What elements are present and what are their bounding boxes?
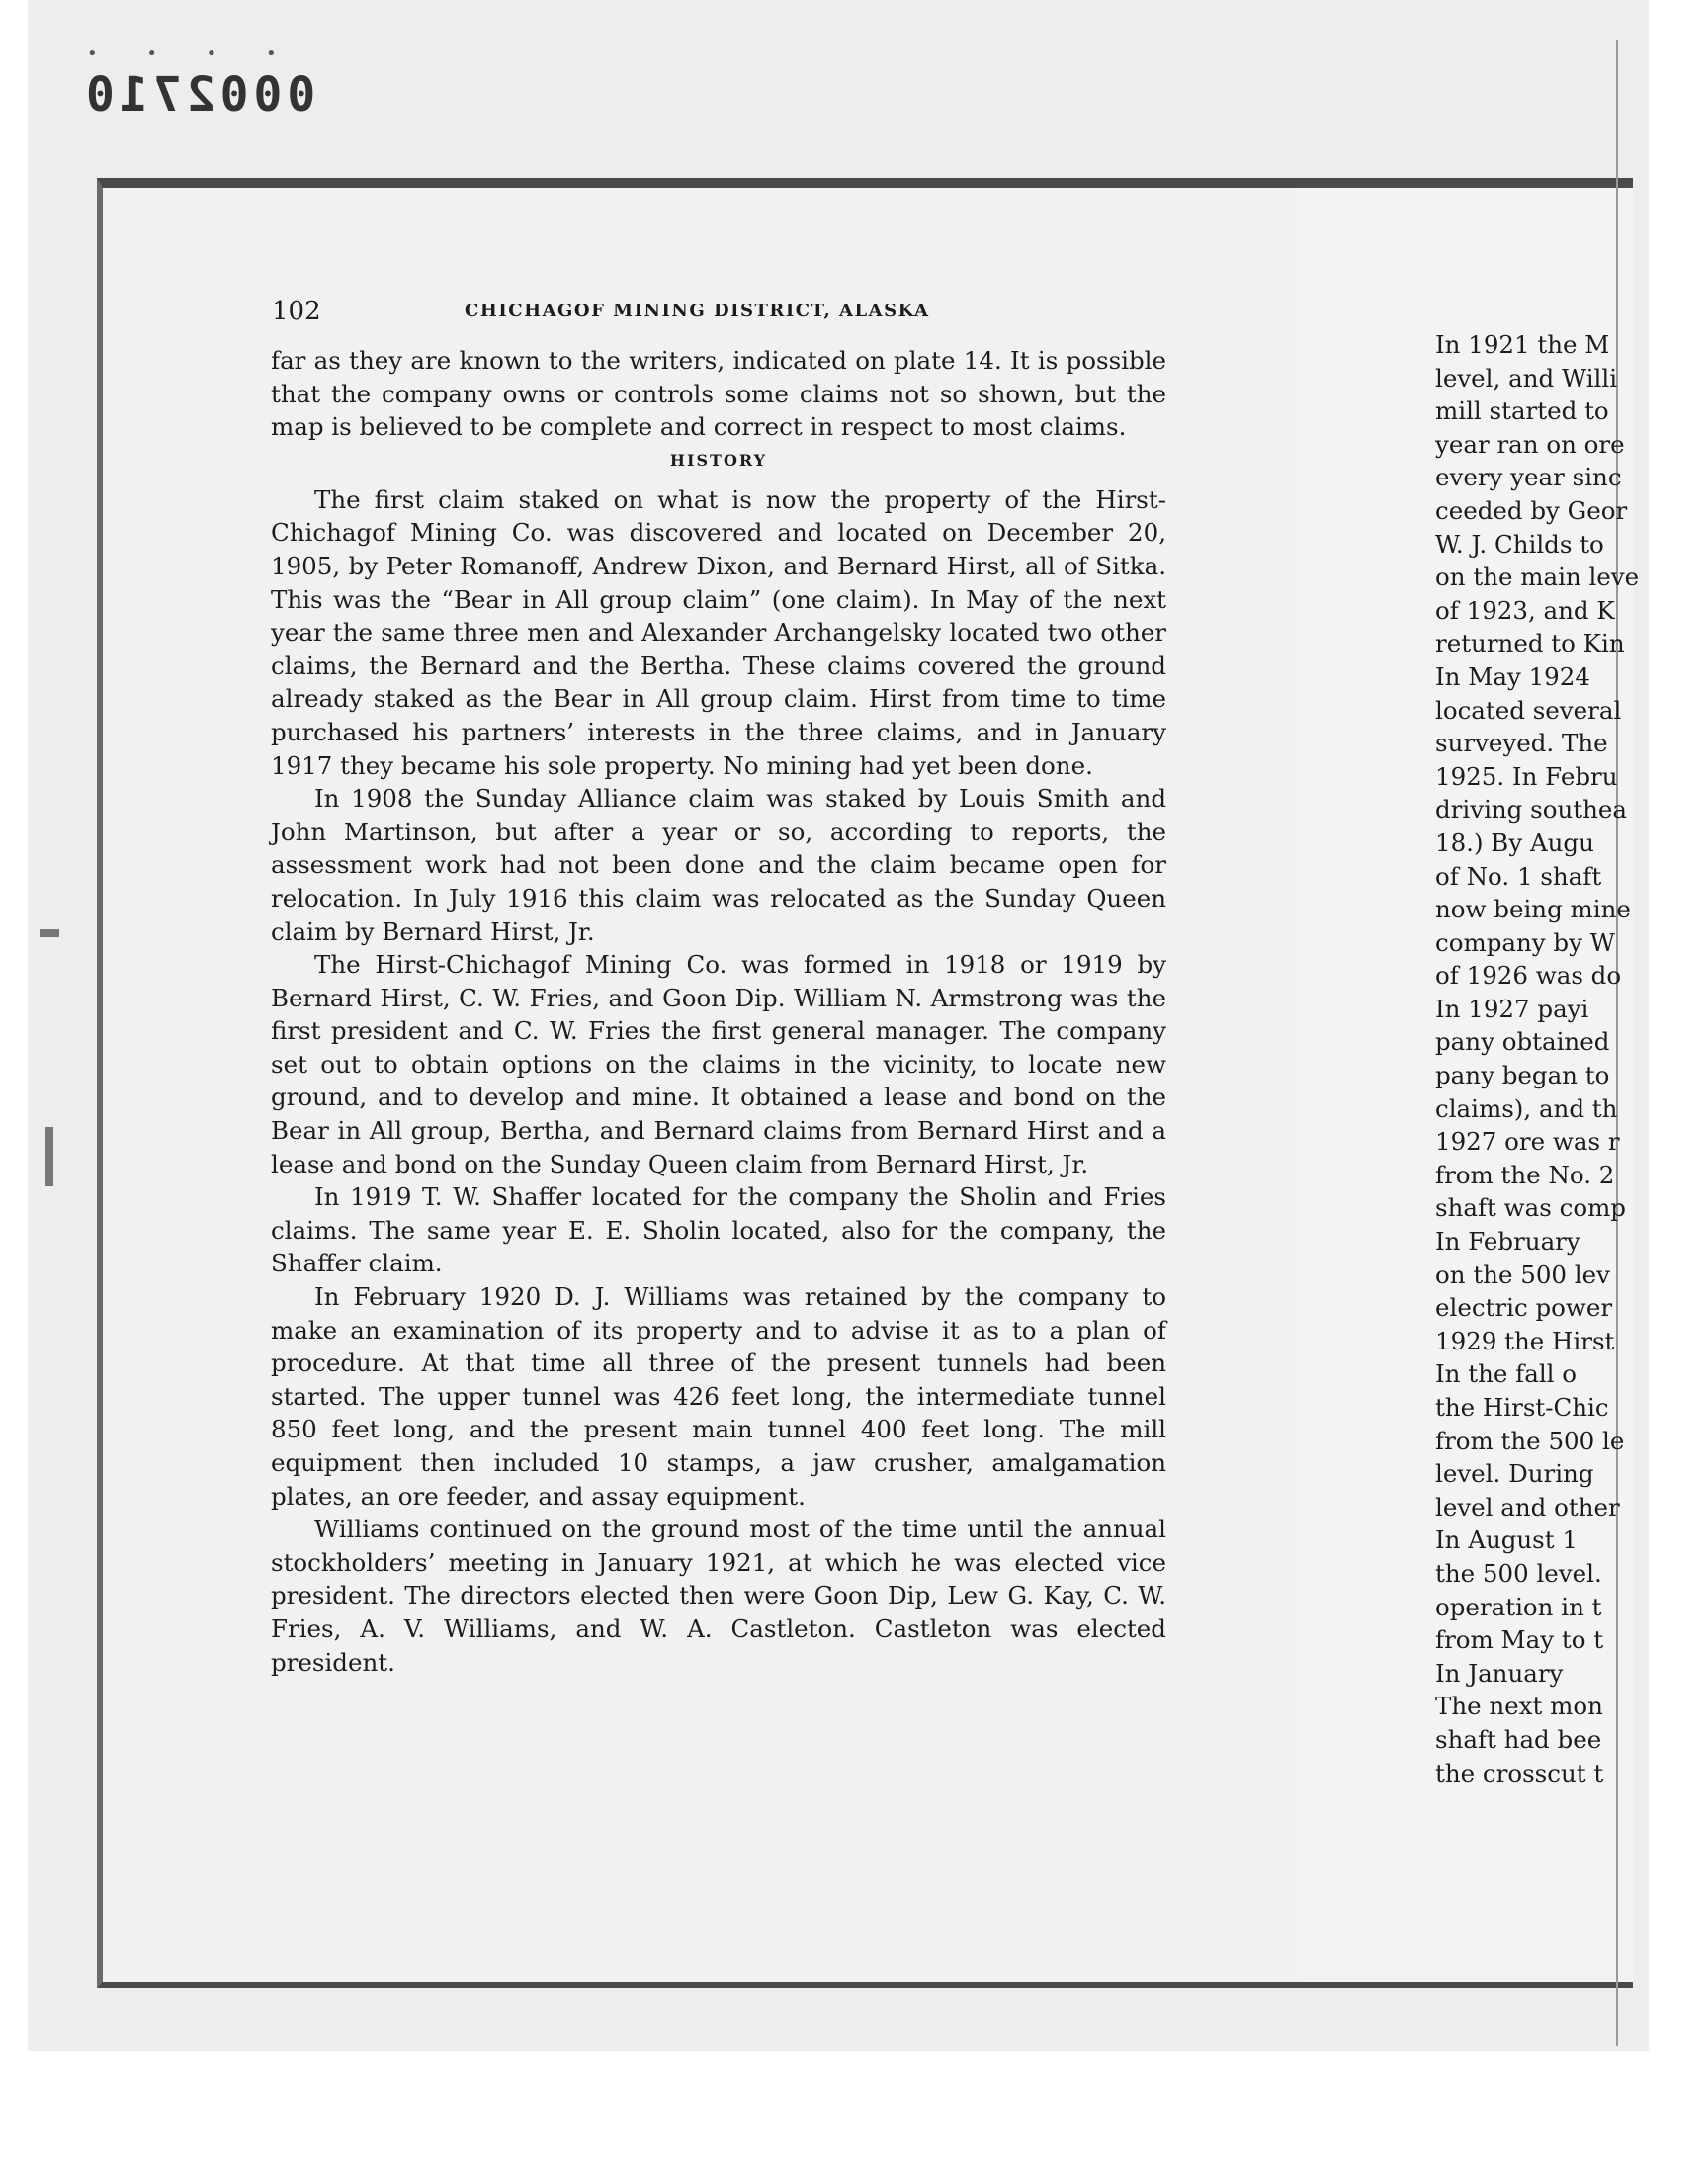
facing-page-line: surveyed. The xyxy=(1435,729,1608,758)
facing-page-line: 1925. In Febru xyxy=(1435,761,1618,791)
paragraph: Williams continued on the ground most of the time until the annual stockholders’ meeting in January 1921, at which he was elected vice president. The directors elected then were Goon Dip, Lew G. Kay, C. W. Fries, A. V. Williams, and W. A. Castleton. Castleton was elected president. xyxy=(271,1515,1166,1677)
facing-page-line: pany began to xyxy=(1435,1061,1610,1090)
facing-page-line: on the 500 lev xyxy=(1435,1260,1610,1289)
facing-page-line: In the fall o xyxy=(1435,1359,1578,1389)
facing-page-line: the crosscut t xyxy=(1435,1758,1604,1787)
facing-page-line: shaft was comp xyxy=(1435,1193,1626,1223)
facing-page-line: In January xyxy=(1435,1658,1564,1688)
facing-page-line: In February xyxy=(1435,1227,1580,1257)
facing-page-line: every year sinc xyxy=(1435,463,1622,492)
facing-page-line: of 1926 was do xyxy=(1435,961,1622,991)
facing-page-line: from the No. 2 xyxy=(1435,1160,1615,1189)
paragraph: The first claim staked on what is now the property of the Hirst-Chichagof Mining Co. was discovered and located on December 20, 1905, by Peter Romanoff, Andrew Dixon, and Bernard Hirst, all of Sitka. This was the “Bear in All group claim” (one claim). In May of the next year the same three men and Alexander Archangelsky located two other claims, the Bernard and the Bertha. These claims covered the ground already staked as the Bear in All group claim. Hirst from time to time purchased his partners’ interests in the three claims, and in January 1917 they became his sole property. No mining had yet been done. xyxy=(271,484,1166,780)
paragraph: far as they are known to the writers, indicated on plate 14. It is possible that the company owns or controls some claims not so shown, but the map is believed to be complete and correct in respect to most claims. xyxy=(271,346,1166,442)
facing-page-line: pany obtained xyxy=(1435,1027,1610,1057)
binding-mark xyxy=(45,1127,53,1186)
facing-page-line: the Hirst-Chic xyxy=(1435,1393,1609,1422)
running-title: CHICHAGOF MINING DISTRICT, ALASKA xyxy=(465,301,930,321)
facing-page-line: from May to t xyxy=(1435,1625,1604,1655)
paragraph: In February 1920 D. J. Williams was retained by the company to make an examination of its property and to advise it as to a plan of procedure. At that time all three of the present tunnels had been started. The upper tunnel was 426 feet long, the intermediate tunnel 850 feet long, and the present main tunnel 400 feet long. The mill equipment then included 10 stamps, a jaw crusher, amalgamation plates, an ore feeder, and assay equipment. xyxy=(271,1282,1166,1511)
facing-page-line: from the 500 le xyxy=(1435,1426,1625,1455)
facing-page-line: The next mon xyxy=(1435,1692,1603,1721)
facing-page-line: returned to Kin xyxy=(1435,629,1625,658)
facing-page-line: mill started to xyxy=(1435,396,1609,426)
binding-mark xyxy=(40,929,59,937)
section-heading: HISTORY xyxy=(669,450,768,470)
facing-page-line: company by W xyxy=(1435,927,1615,957)
facing-page-line: In 1921 the M xyxy=(1435,330,1610,359)
paragraph: The Hirst-Chichagof Mining Co. was formed in 1918 or 1919 by Bernard Hirst, C. W. Fries, and Goon Dip. William N. Armstrong was the first president and C. W. Fries the first general manager. The company set out to obtain options on the claims in the vicinity, to locate new ground, and to develop and mine. It obtained a lease and bond on the Bear in All group, Bertha, and Bernard claims from Bernard Hirst and a lease and bond on the Sunday Queen claim from Bernard Hirst, Jr. xyxy=(271,950,1166,1178)
facing-page-line: In May 1924 xyxy=(1435,661,1590,691)
facing-page-line: W. J. Childs to xyxy=(1435,529,1604,559)
facing-page-line: In 1927 payi xyxy=(1435,994,1589,1023)
facing-page-line: level, and Willi xyxy=(1435,363,1618,392)
facing-page-line: 1929 the Hirst xyxy=(1435,1326,1615,1355)
archive-stamp: 0002710 xyxy=(81,67,316,123)
facing-page-line: driving southea xyxy=(1435,795,1627,825)
facing-page-line: the 500 level. xyxy=(1435,1558,1602,1588)
paragraph: In 1908 the Sunday Alliance claim was staked by Louis Smith and John Martinson, but after a year or so, according to reports, the assessment work had not been done and the claim became open for relocation. In July 1916 this claim was relocated as the Sunday Queen claim by Bernard Hirst, Jr. xyxy=(271,784,1166,946)
facing-page-line: 1927 ore was r xyxy=(1435,1127,1620,1157)
facing-page-line: operation in t xyxy=(1435,1592,1602,1621)
paragraph: In 1919 T. W. Shaffer located for the company the Sholin and Fries claims. The same year E. E. Sholin located, also for the company, the Shaffer claim. xyxy=(271,1182,1166,1278)
facing-page-line: on the main leve xyxy=(1435,563,1640,592)
facing-page-line: level. During xyxy=(1435,1459,1594,1489)
facing-page-line: year ran on ore xyxy=(1435,429,1625,459)
facing-page-line: located several xyxy=(1435,695,1622,725)
facing-page-line: electric power xyxy=(1435,1293,1613,1323)
page-number: 102 xyxy=(272,297,321,326)
facing-page-line: of No. 1 shaft xyxy=(1435,861,1602,891)
facing-page-line: level and other xyxy=(1435,1492,1620,1522)
facing-page-line: of 1923, and K xyxy=(1435,595,1615,625)
facing-page-line: claims), and th xyxy=(1435,1093,1618,1123)
facing-page-line: 18.) By Augu xyxy=(1435,827,1594,857)
page-header xyxy=(272,297,1161,330)
main-text-column xyxy=(271,344,1166,1679)
facing-page-line: In August 1 xyxy=(1435,1525,1578,1555)
facing-page-text xyxy=(1435,328,1643,1789)
facing-page-line: shaft had bee xyxy=(1435,1724,1602,1754)
facing-page-line: ceeded by Geor xyxy=(1435,495,1628,525)
facing-page-line: now being mine xyxy=(1435,895,1631,924)
stamp-dots: • • • • xyxy=(87,44,299,64)
